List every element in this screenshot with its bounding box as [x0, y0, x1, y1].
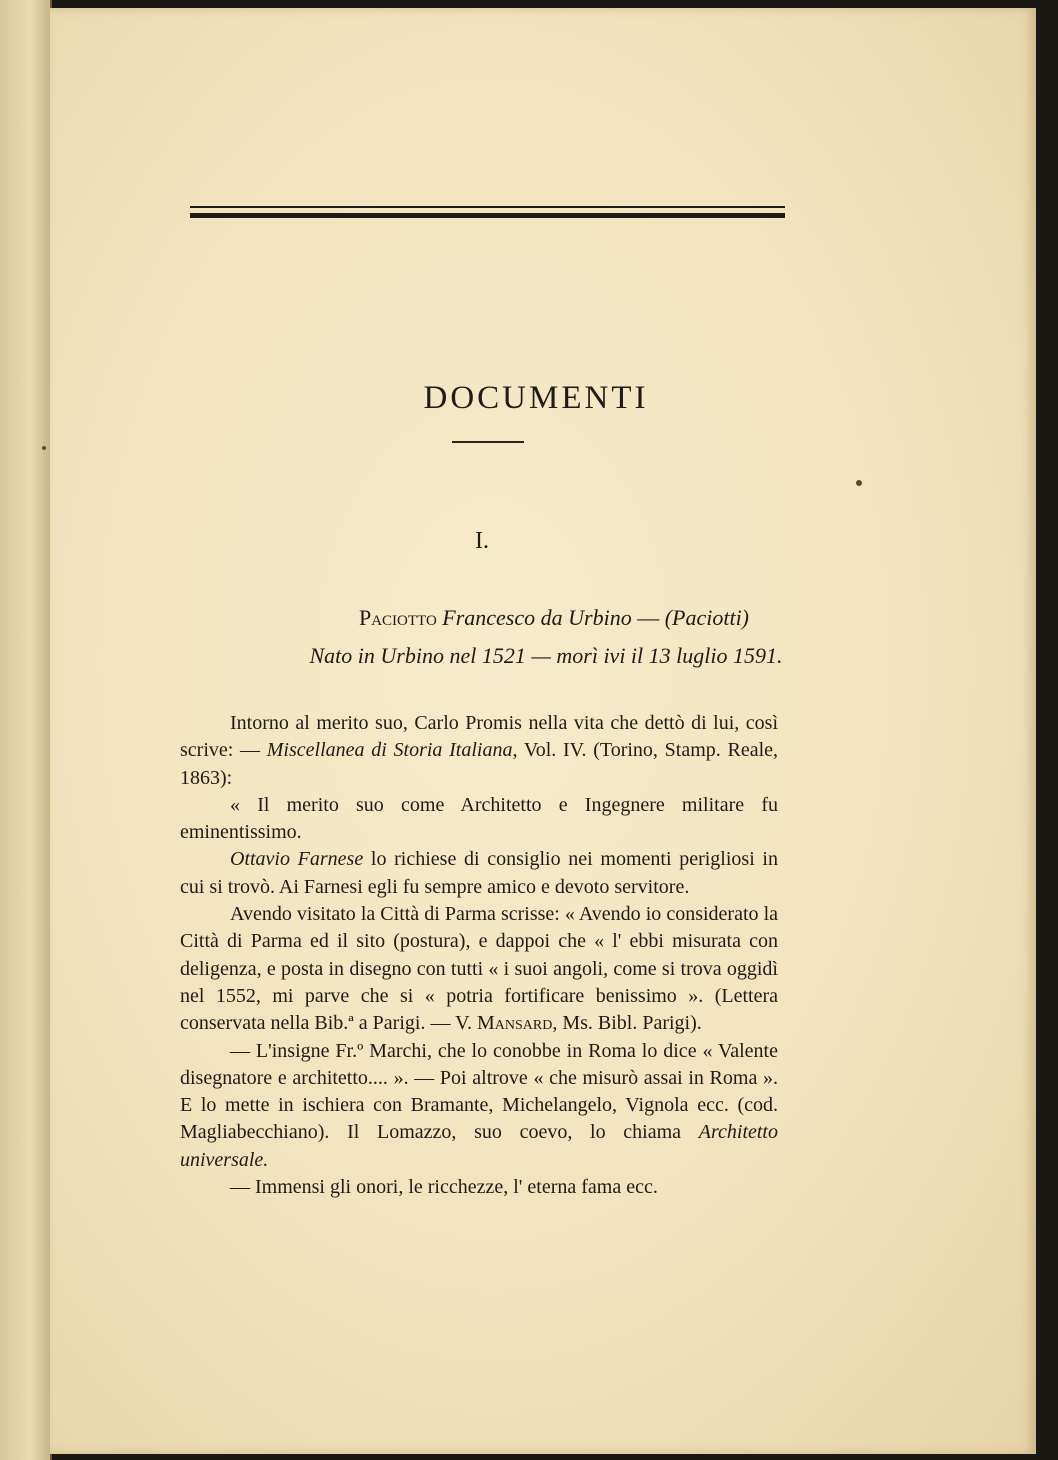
p4-author: Mansard	[476, 1012, 553, 1035]
subject-dates: Nato in Urbino nel 1521 — morì ivi il 13 luglio 1591.	[309, 643, 783, 668]
paragraph-4	[180, 901, 778, 1037]
paragraph-2: « Il merito suo come Architetto e Ingegnere militare fu eminentissimo.	[180, 793, 778, 844]
document-number: I.	[475, 528, 489, 554]
title-underline	[452, 441, 524, 443]
subject-dash: —	[631, 605, 665, 630]
subject-surname: Paciotto	[358, 605, 437, 630]
subject-given-name: Francesco da Urbino	[442, 605, 632, 630]
paper-speck	[856, 480, 862, 486]
paragraph-6: — Immensi gli onori, le ricchezze, l' eterna fama ecc.	[230, 1176, 658, 1199]
paragraph-5	[180, 1038, 778, 1174]
header-rule-thin	[190, 206, 785, 208]
section-title: DOCUMENTI	[423, 380, 649, 416]
p3-text: lo richiese di consiglio nei momenti perigliosi in cui si trovò. Ai Farnesi egli fu sempre amico e devoto servitore.	[180, 848, 778, 898]
p1-citation: , Vol. IV. (Torino, Stamp. Reale, 1863):	[180, 739, 779, 789]
paragraph-1	[180, 710, 778, 792]
p1-text: Intorno al merito suo, Carlo Promis nella vita che dettò di lui, così scrive: —	[180, 712, 778, 762]
p3-name: Ottavio Farnese	[230, 848, 364, 871]
subject-alt-name: (Paciotti)	[664, 605, 750, 630]
p4-citation: , Ms. Bibl. Parigi).	[552, 1012, 702, 1035]
p4-text: Avendo visitato la Città di Parma scrisse: « Avendo io considerato la Città di Parma ed il sito (postura), e dappoi che « l' ebbi misurata con deligenza, e posta in disegno con tutti « i suoi angoli, come si trova oggidì nel 1552, mi parve che si « potria fortificare benissimo ». (Lettera conservata nella Bib.ª a Parigi. — V.	[180, 903, 778, 1035]
header-rule-thick	[190, 213, 785, 218]
p1-work-title: Miscellanea di Storia Italiana	[266, 739, 513, 762]
facing-page-edge	[0, 0, 52, 1460]
p5-emphasis: Architetto universale.	[180, 1121, 778, 1171]
paper-speck	[42, 446, 46, 450]
document-body	[180, 710, 778, 1201]
paragraph-3	[180, 846, 778, 901]
subject-line	[68, 605, 1040, 631]
book-page	[50, 8, 1036, 1454]
p5-text: — L'insigne Fr.º Marchi, che lo conobbe in Roma lo dice « Valente disegnatore e architetto.... ». — Poi altrove « che misurò assai in Roma ». E lo mette in ischiera con Bramante, Michelangelo, Vignola ecc. (cod. Magliabecchiano). Il Lomazzo, suo coevo, lo chiama	[180, 1039, 778, 1144]
